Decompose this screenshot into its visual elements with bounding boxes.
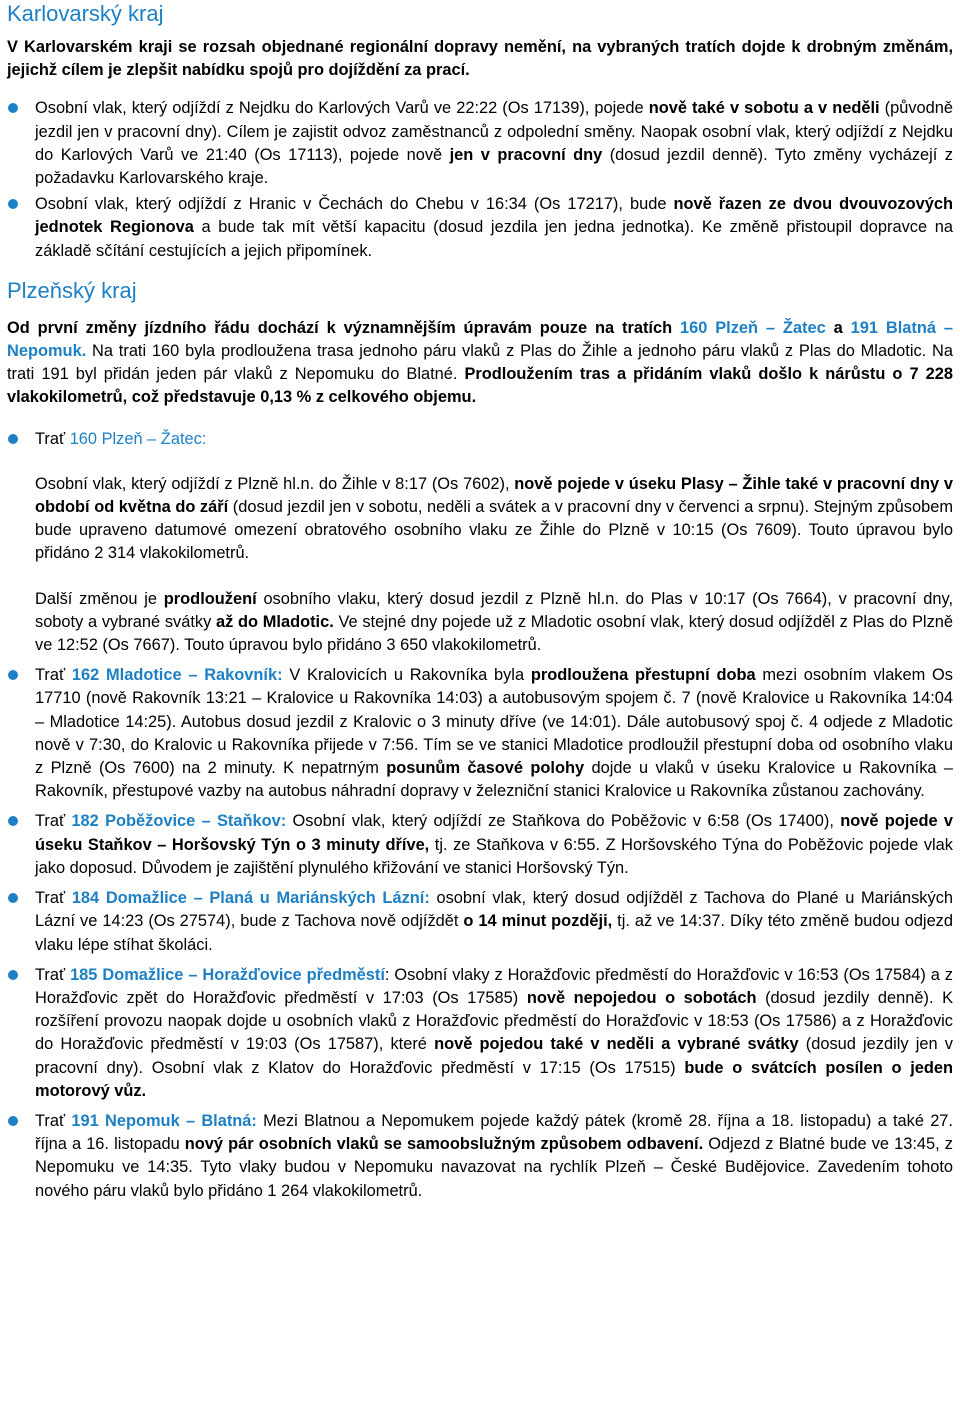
- bullet-dot-icon: [8, 893, 18, 903]
- section-title-plzensky: Plzeňský kraj: [7, 277, 137, 303]
- document-page: [7, 0, 953, 1203]
- pl-intro: Od první změny jízdního řádu dochází k významnějším úpravám pouze na tratích 160 Plzeň – Žatec a 191 Blatná – Nepomuk. Na trati 160 byla prodloužena trasa jednoho páru vlaků z Plas do Žihle a jednoho páru vlaků z Plas do Mladotic. Na trati 191 byl přidán jeden pár vlaků z Nepomuku do Blatné. Prodloužením tras a přidáním vlaků došlo k nárůstu o 7 228 vlakokilometrů, což představuje 0,13 % z celkového objemu.: [7, 318, 953, 407]
- kv-intro: V Karlovarském kraji se rozsah objednané regionální dopravy nemění, na vybraných tratích dojde k drobným změnám, jejichž cílem je zlepšit nabídku spojů pro dojíždění za prací.: [7, 38, 953, 80]
- kv-bullet-2: Osobní vlak, který odjíždí z Hranic v Čechách do Chebu v 16:34 (Os 17217), bude nově řazen ze dvou dvouvozových jednotek Regionova a bude tak mít větší kapacitu (dosud jezdila jen jedna jednotka). Ke změně přistoupil dopravce na základě sčítání cestujících a jejich připomínek.: [7, 193, 953, 263]
- track-160-heading: Trať 160 Plzeň – Žatec:: [7, 428, 953, 451]
- bullet-dot-icon: [8, 103, 18, 113]
- bullet-dot-icon: [8, 1116, 18, 1126]
- track-160-paragraph-2: Další změnou je prodloužení osobního vlaku, který dosud jezdil z Plzně hl.n. do Plas v 10:17 (Os 7664), v pracovní dny, soboty a vybrané svátky až do Mladotic. Ve stejné dny pojede už z Mladotic osobní vlak, který dosud odjížděl z Plas do Plzně ve 12:52 (Os 7667). Touto úpravou bylo přidáno 3 650 vlakokilometrů.: [35, 589, 954, 655]
- bullet-dot-icon: [8, 970, 18, 980]
- track-185-paragraph: Trať 185 Domažlice – Horažďovice předměstí: Osobní vlaky z Horažďovic předměstí do Horažďovic v 16:53 (Os 17584) a z Horažďovic zpět do Horažďovic předměstí v 17:03 (Os 17585) nově nepojedou o sobotách (dosud jezdily denně). K rozšíření provozu naopak dojde u osobních vlaků z Horažďovic předměstí do Horažďovic v 18:53 (Os 17586) a z Horažďovic do Horažďovic předměstí v 19:03 (Os 17587), které nově pojedou také v neděli a vybrané svátky (dosud jezdily jen v pracovní dny). Osobní vlak z Klatov do Horažďovic předměstí v 17:15 (Os 17515) bude o svátcích posílen o jeden motorový vůz.: [7, 964, 953, 1103]
- bullet-dot-icon: [8, 434, 18, 444]
- bullet-dot-icon: [8, 670, 18, 680]
- track-184-paragraph: Trať 184 Domažlice – Planá u Mariánských Lázní: osobní vlak, který dosud odjížděl z Tachova do Plané u Mariánských Lázní ve 14:23 (Os 27574), bude z Tachova nově odjíždět o 14 minut později, tj. až ve 14:37. Díky této změně budou odjezd vlaku lépe stíhat školáci.: [7, 887, 953, 957]
- track-160-paragraph-1: Osobní vlak, který odjíždí z Plzně hl.n. do Žihle v 8:17 (Os 7602), nově pojede v úseku Plasy – Žihle také v pracovní dny v období od května do září (dosud jezdil jen v sobotu, neděli a svátek a v pracovní dny v červenci a srpnu). Stejným způsobem bude upraveno datumové omezení obratového osobního vlaku ze Žihle do Plzně v 10:15 (Os 7609). Touto úpravou bylo přidáno 2 314 vlakokilometrů.: [35, 474, 953, 563]
- bullet-dot-icon: [8, 816, 18, 826]
- kv-bullet-1: Osobní vlak, který odjíždí z Nejdku do Karlových Varů ve 22:22 (Os 17139), pojede nově také v sobotu a v neděli (původně jezdil jen v pracovní dny). Cílem je zajistit odvoz zaměstnanců z odpolední směny. Naopak osobní vlak, který odjíždí z Nejdku do Karlových Varů ve 21:40 (Os 17113), pojede nově jen v pracovní dny (dosud jezdil denně). Tyto změny vycházejí z požadavku Karlovarského kraje.: [7, 97, 953, 190]
- section-title-karlovarsky: Karlovarský kraj: [7, 1, 164, 26]
- track-182-paragraph: Trať 182 Poběžovice – Staňkov: Osobní vlak, který odjíždí ze Staňkova do Poběžovic v 6:58 (Os 17400), nově pojede v úseku Staňkov – Horšovský Týn o 3 minuty dříve, tj. ze Staňkova v 6:55. Z Horšovského Týna do Poběžovic pojede vlak jako doposud. Důvodem je zajištění plynulého křižování ve stanici Horšovský Týn.: [7, 810, 953, 880]
- track-162-paragraph: Trať 162 Mladotice – Rakovník: V Kralovicích u Rakovníka byla prodloužena přestupní doba mezi osobním vlakem Os 17710 (nově Rakovník 13:21 – Kralovice u Rakovníka 14:03) a autobusovým spojem č. 7 (nově Kralovice u Rakovníka 14:04 – Mladotice 14:25). Autobus dosud jezdil z Kralovic o 3 minuty dříve (ve 14:01). Dále autobusový spoj č. 4 odjede z Mladotic nově v 7:30, do Kralovic u Rakovníka přijede v 7:56. Tím se ve stanici Mladotice prodloužil přestupní doba od osobního vlaku z Plzně (Os 7600) na 2 minuty. K nepatrným posunům časové polohy dojde u vlaků v úseku Kralovice u Rakovníka – Rakovník, přestupové vazby na autobus náhradní dopravy v železniční stanici Kralovice u Rakovníka zůstanou zachovány.: [7, 664, 953, 803]
- track-191-paragraph: Trať 191 Nepomuk – Blatná: Mezi Blatnou a Nepomukem pojede každý pátek (kromě 28. října a 18. listopadu) a také 27. října a 16. listopadu nový pár osobních vlaků se samoobslužným způsobem odbavení. Odjezd z Blatné bude ve 13:45, z Nepomuku ve 14:35. Tyto vlaky budou v Nepomuku navazovat na rychlík Plzeň – České Budějovice. Zavedením tohoto nového páru vlaků bylo přidáno 1 264 vlakokilometrů.: [7, 1110, 953, 1203]
- bullet-dot-icon: [8, 199, 18, 209]
